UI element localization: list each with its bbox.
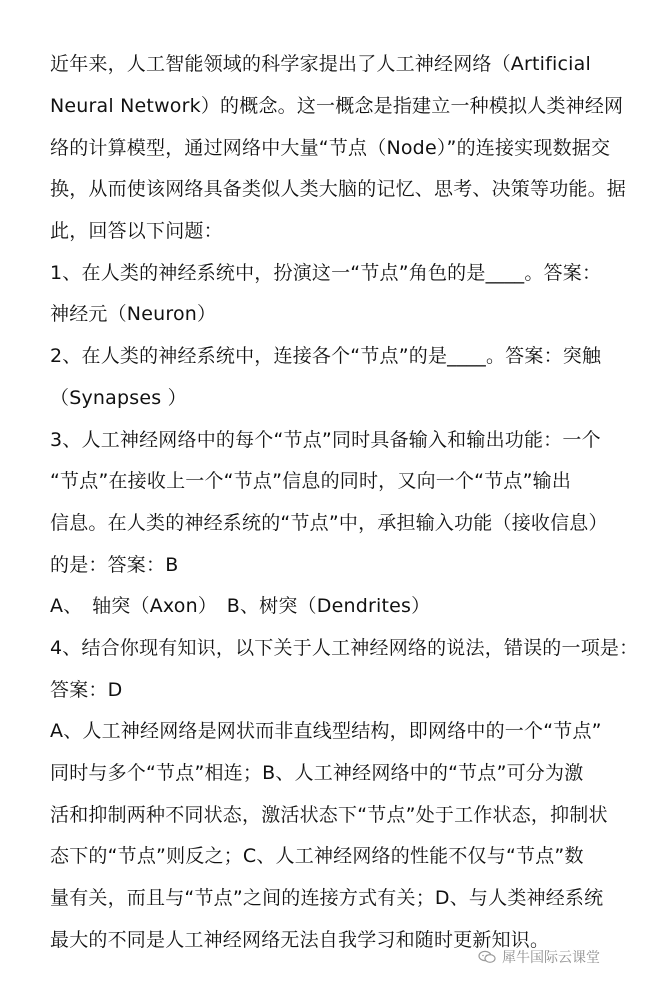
question-3: 3、人工神经网络中的每个“节点”同时具备输入和输出功能：一个	[50, 429, 601, 451]
answer-3: 的是：答案：B	[50, 554, 179, 576]
text-line: 同时与多个“节点”相连；B、人工神经网络中的“节点”可分为激	[50, 762, 584, 784]
text-line: 态下的“节点”则反之；C、人工神经网络的性能不仅与“节点”数	[50, 845, 584, 867]
chat-bubble-icon	[478, 950, 496, 964]
text-line: 信息。在人类的神经系统的“节点”中，承担输入功能（接收信息）	[50, 512, 608, 534]
watermark-text: 犀牛国际云课堂	[502, 950, 600, 966]
answer-4: 答案：D	[50, 679, 123, 701]
answer-1: 神经元（Neuron）	[50, 303, 217, 325]
text-line: 此，回答以下问题：	[50, 220, 223, 242]
answer-2: （Synapses ）	[50, 387, 187, 409]
text-line: 量有关，而且与“节点”之间的连接方式有关；D、与人类神经系统	[50, 887, 604, 909]
text-line: “节点”在接收上一个“节点”信息的同时，又向一个“节点”输出	[50, 470, 572, 492]
text-line: 最大的不同是人工神经网络无法自我学习和随时更新知识。	[50, 929, 550, 951]
question-1: 1、在人类的神经系统中，扮演这一“节点”角色的是____。答案：	[50, 262, 602, 284]
question-4: 4、结合你现有知识，以下关于人工神经网络的说法，错误的一项是：	[50, 637, 639, 659]
text-line: A、人工神经网络是网状而非直线型结构，即网络中的一个“节点”	[50, 720, 602, 742]
text-line: 络的计算模型，通过网络中大量“节点（Node）”的连接实现数据交	[50, 137, 611, 159]
options-3: A、 轴突（Axon） B、树突（Dendrites）	[50, 595, 431, 617]
text-line: 近年来，人工智能领域的科学家提出了人工神经网络（Artificial	[50, 53, 591, 75]
text-line: Neural Network）的概念。这一概念是指建立一种模拟人类神经网	[50, 95, 624, 117]
watermark	[478, 946, 600, 968]
text-line: 活和抑制两种不同状态，激活状态下“节点”处于工作状态，抑制状	[50, 804, 608, 826]
text-line: 换，从而使该网络具备类似人类大脑的记忆、思考、决策等功能。据	[50, 178, 627, 200]
question-2: 2、在人类的神经系统中，连接各个“节点”的是____。答案：突触	[50, 345, 602, 367]
